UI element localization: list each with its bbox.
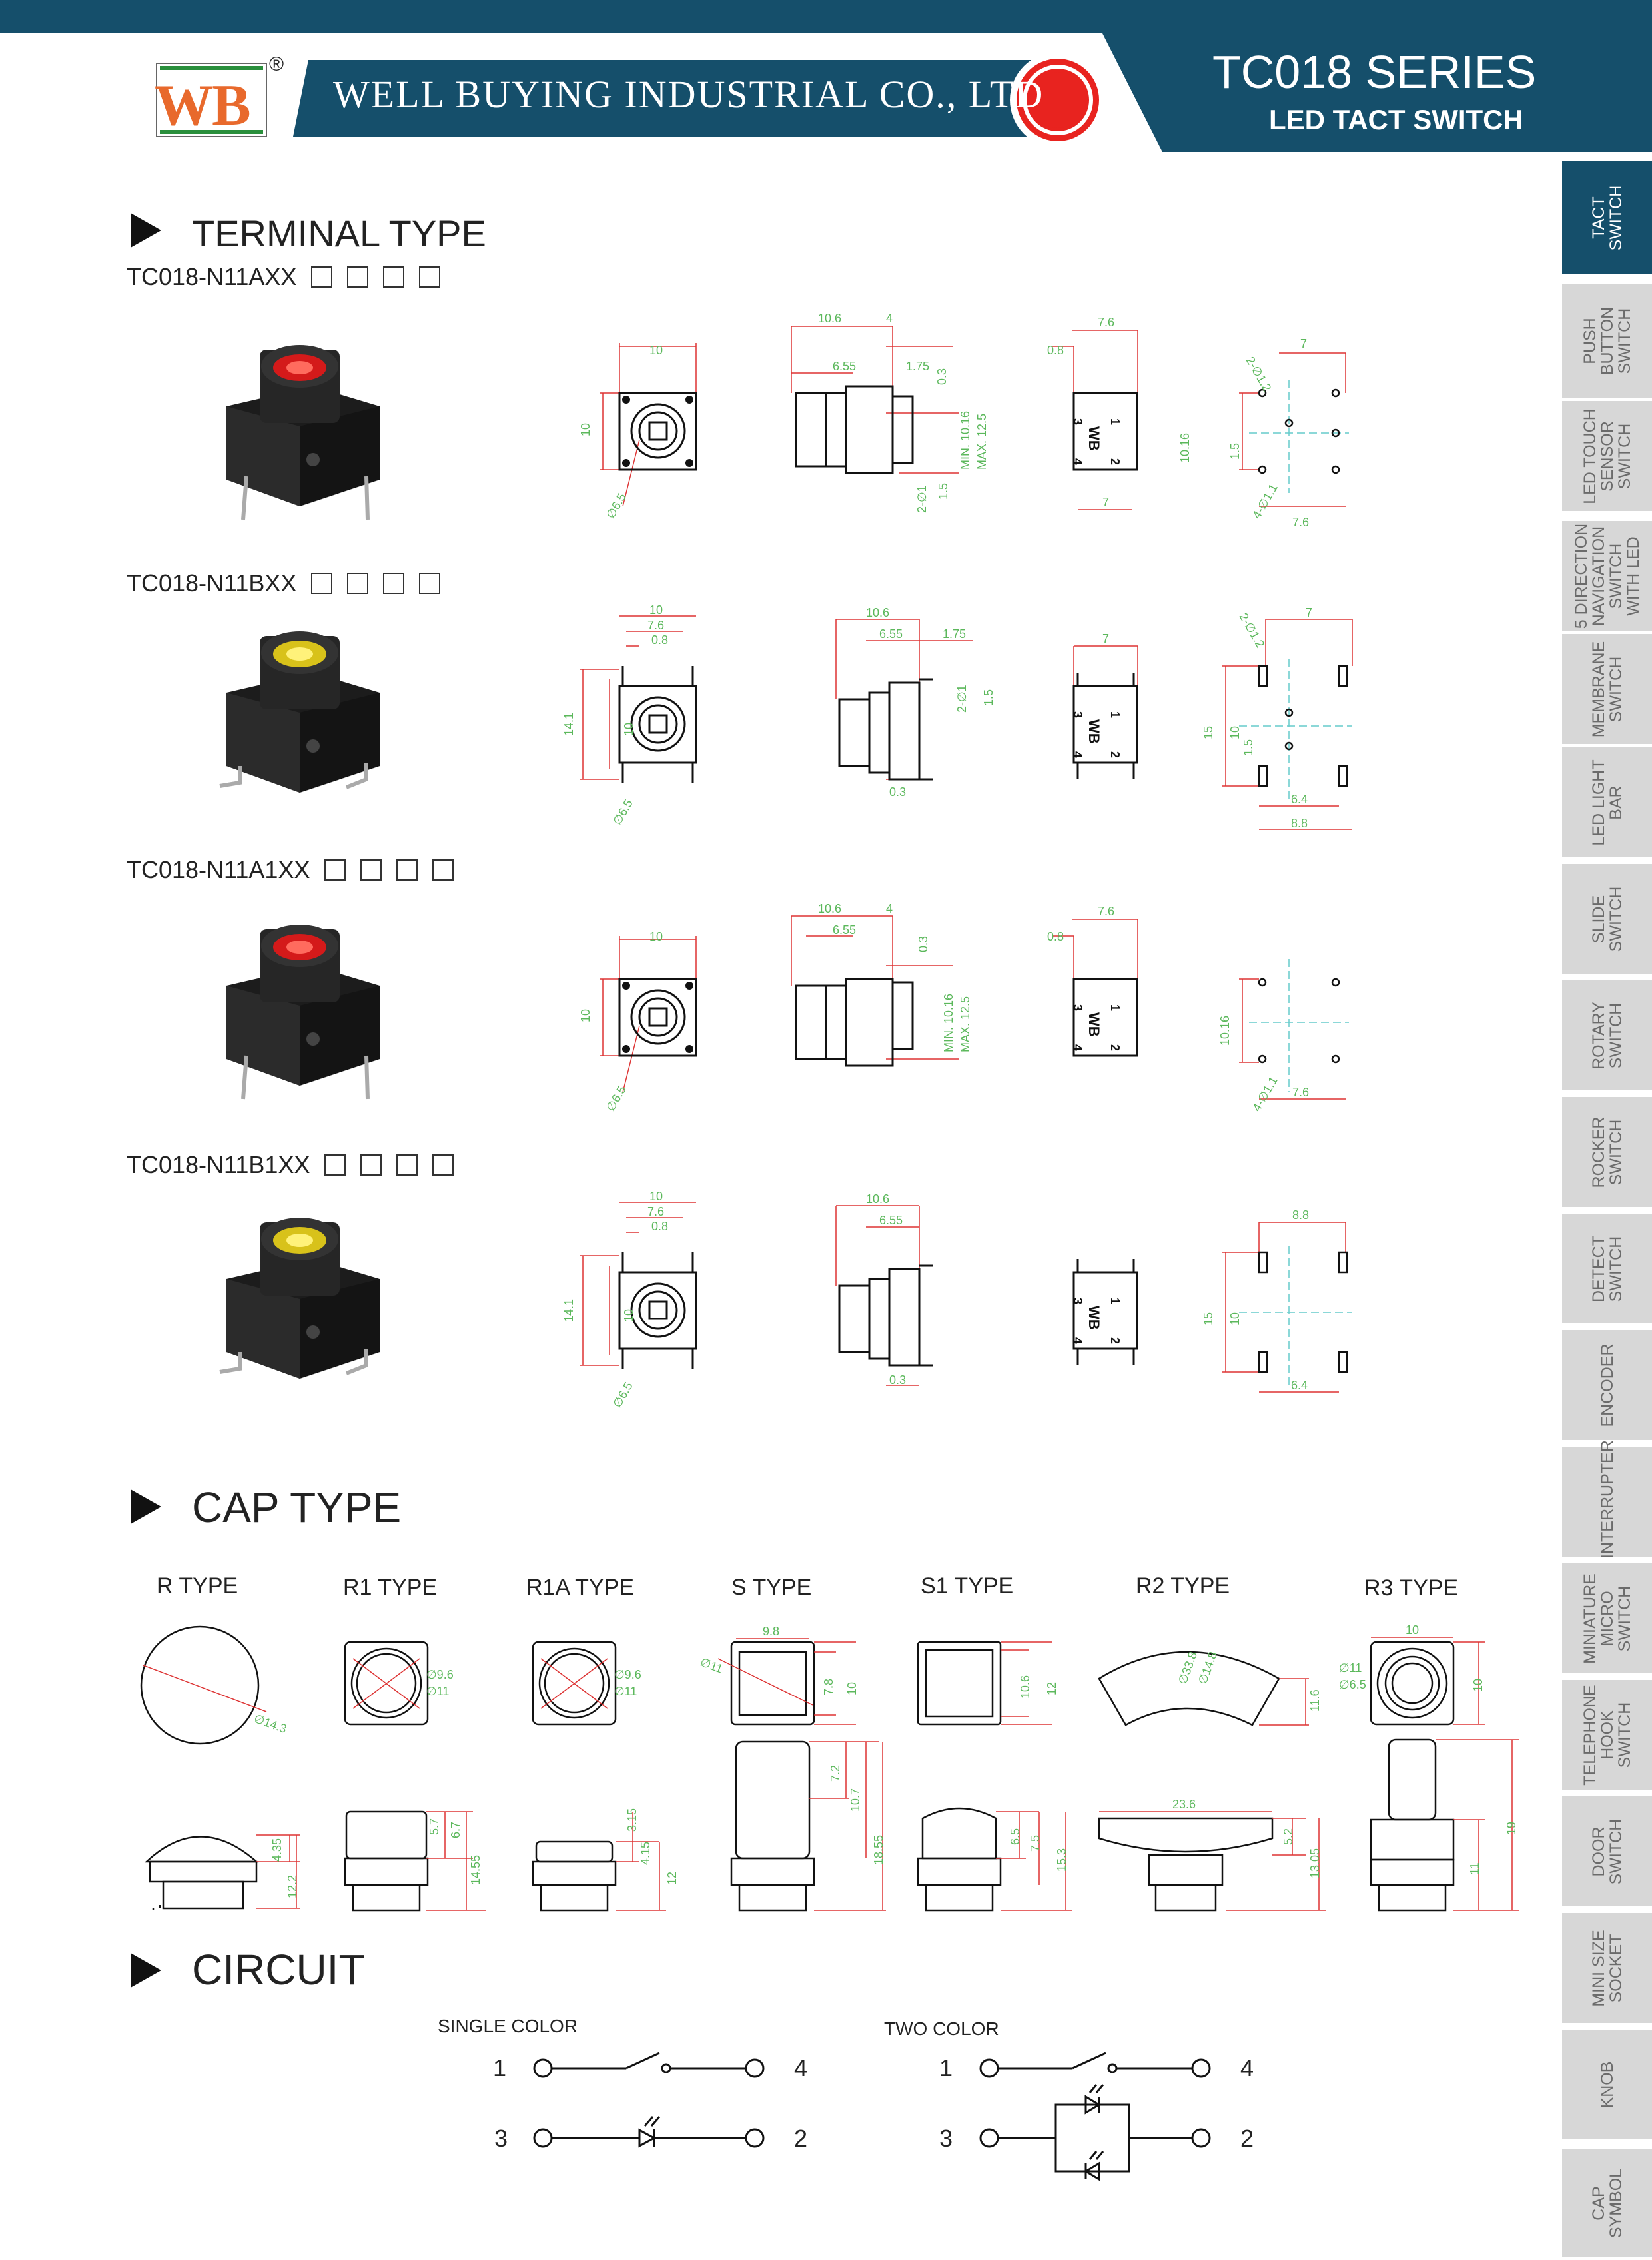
drawing-row-n11b1xx: [562, 1190, 1452, 1419]
sidebar-tab-label: MINI SIZE SOCKET: [1589, 1929, 1625, 2007]
svg-text:∅6.5: ∅6.5: [610, 1379, 635, 1410]
product-photo-n11b1xx: [213, 1199, 400, 1399]
sidebar-tab[interactable]: [1562, 979, 1652, 1090]
svg-text:10: 10: [649, 603, 663, 617]
svg-text:7: 7: [1102, 496, 1110, 509]
sidebar-tab-label: DOOR SWITCH: [1589, 1818, 1625, 1884]
sidebar-tab[interactable]: [1562, 520, 1652, 631]
svg-text:15: 15: [1202, 725, 1215, 739]
svg-text:10.6: 10.6: [818, 312, 842, 325]
svg-text:6.55: 6.55: [879, 1214, 903, 1227]
cap-type-label: R TYPE: [157, 1573, 238, 1599]
svg-text:6.7: 6.7: [449, 1821, 462, 1838]
svg-text:6.4: 6.4: [1291, 793, 1308, 806]
svg-text:1.75: 1.75: [906, 360, 930, 373]
svg-text:1: 1: [1108, 1004, 1122, 1012]
svg-text:10.6: 10.6: [818, 902, 842, 915]
series-subtitle: LED TACT SWITCH: [1269, 104, 1523, 135]
product-photo-n11bxx: [213, 613, 400, 813]
svg-text:13.05: 13.05: [1308, 1848, 1322, 1878]
svg-text:4.35: 4.35: [270, 1838, 284, 1862]
sidebar-tab-label: INTERRUPTER: [1597, 1439, 1617, 1559]
svg-text:11.6: 11.6: [1308, 1689, 1322, 1712]
sidebar-tab-label: PUSH BUTTON SWITCH: [1580, 306, 1634, 376]
svg-text:6.55: 6.55: [879, 627, 903, 641]
svg-text:∅11: ∅11: [1339, 1661, 1362, 1675]
svg-text:∅14.8: ∅14.8: [1195, 1649, 1220, 1687]
svg-text:MAX. 12.5: MAX. 12.5: [975, 413, 989, 470]
model-code-2: TC018-N11BXX: [127, 569, 440, 597]
sidebar-tab[interactable]: [1562, 160, 1652, 274]
svg-text:∅9.6: ∅9.6: [426, 1668, 454, 1681]
svg-text:MIN. 10.16: MIN. 10.16: [942, 993, 955, 1052]
svg-text:7.6: 7.6: [1292, 516, 1310, 529]
svg-text:10: 10: [579, 1008, 592, 1022]
sidebar-tab[interactable]: [1562, 863, 1652, 974]
svg-text:10.16: 10.16: [1218, 1015, 1232, 1046]
svg-text:12: 12: [665, 1871, 679, 1885]
sidebar-tab[interactable]: [1562, 1679, 1652, 1790]
svg-text:3: 3: [1071, 1004, 1084, 1012]
svg-text:0.8: 0.8: [1047, 930, 1064, 943]
svg-text:0.3: 0.3: [889, 1373, 907, 1387]
svg-text:0.8: 0.8: [1047, 344, 1064, 357]
svg-text:10: 10: [649, 930, 663, 943]
sidebar-tab-label: ROTARY SWITCH: [1589, 1001, 1625, 1070]
svg-text:2-∅1.2: 2-∅1.2: [1243, 354, 1274, 394]
svg-text:∅11: ∅11: [614, 1685, 637, 1698]
model-code-3: TC018-N11A1XX: [127, 856, 454, 884]
sidebar-tab[interactable]: [1562, 1096, 1652, 1207]
pin-label: 3: [939, 2125, 953, 2152]
sidebar-tab[interactable]: [1562, 1329, 1652, 1440]
sidebar-tab[interactable]: [1562, 1912, 1652, 2023]
sidebar-tab[interactable]: [1562, 2028, 1652, 2139]
sidebar-tab-label: 5 DIRECTION NAVIGATION SWITCH WITH LED: [1571, 523, 1643, 629]
svg-text:10: 10: [1471, 1678, 1485, 1692]
svg-text:WB: WB: [1086, 426, 1102, 451]
sidebar-tab-label: KNOB: [1597, 2061, 1617, 2108]
svg-text:9.8: 9.8: [763, 1625, 780, 1638]
svg-text:10: 10: [1228, 725, 1242, 739]
cap-type-label: R1 TYPE: [343, 1575, 438, 1600]
company-name: WELL BUYING INDUSTRIAL CO., LTD: [333, 73, 1044, 116]
svg-text:1.75: 1.75: [943, 627, 967, 641]
sidebar-tab[interactable]: [1562, 400, 1652, 511]
svg-text:∅33.8: ∅33.8: [1175, 1649, 1200, 1687]
svg-text:7: 7: [1102, 632, 1110, 645]
svg-text:10.6: 10.6: [1019, 1675, 1032, 1698]
svg-text:5.7: 5.7: [428, 1818, 441, 1835]
registered-mark: ®: [269, 53, 284, 75]
svg-text:3: 3: [1071, 1298, 1084, 1305]
svg-text:7.6: 7.6: [1098, 316, 1115, 329]
svg-text:3: 3: [1071, 711, 1084, 719]
svg-text:7.6: 7.6: [1292, 1086, 1310, 1099]
pin-label: 2: [1240, 2125, 1254, 2152]
svg-text:15: 15: [1202, 1312, 1215, 1325]
pin-label: 3: [494, 2125, 508, 2152]
svg-text:12.2: 12.2: [286, 1874, 299, 1898]
svg-text:0.3: 0.3: [889, 785, 907, 799]
svg-text:3: 3: [1071, 418, 1084, 426]
sidebar-tab[interactable]: [1562, 1562, 1652, 1673]
pin-label: 1: [939, 2054, 953, 2081]
svg-text:7: 7: [1300, 337, 1308, 350]
svg-text:2-∅1: 2-∅1: [915, 485, 929, 513]
svg-text:4: 4: [1071, 751, 1084, 759]
cap-type-label: S1 TYPE: [921, 1573, 1014, 1599]
svg-text:10.6: 10.6: [866, 606, 890, 619]
cap-type-label: R3 TYPE: [1364, 1575, 1459, 1601]
pin-label: 4: [1240, 2054, 1254, 2081]
svg-text:14.55: 14.55: [469, 1854, 482, 1885]
svg-text:10: 10: [649, 344, 663, 357]
svg-text:23.6: 23.6: [1172, 1798, 1196, 1811]
sidebar-tab-label: LED LIGHT BAR: [1589, 759, 1625, 846]
company-logo: WB: [155, 73, 250, 138]
pin-label: 4: [794, 2054, 808, 2081]
svg-text:19: 19: [1505, 1821, 1518, 1835]
svg-text:7.6: 7.6: [647, 1205, 665, 1218]
svg-text:2: 2: [1108, 751, 1122, 759]
section-title-terminal: TERMINAL TYPE: [192, 212, 486, 254]
svg-text:11: 11: [1468, 1862, 1481, 1875]
svg-text:8.8: 8.8: [1291, 817, 1308, 830]
svg-text:0.3: 0.3: [917, 935, 930, 952]
section-title-cap: CAP TYPE: [192, 1483, 402, 1531]
svg-text:2: 2: [1108, 458, 1122, 466]
svg-text:∅9.6: ∅9.6: [614, 1668, 641, 1681]
svg-text:10: 10: [1228, 1312, 1242, 1325]
drawing-row-n11bxx: [562, 603, 1452, 846]
svg-text:4: 4: [886, 902, 893, 915]
svg-text:14.1: 14.1: [562, 712, 576, 736]
svg-text:1.5: 1.5: [1228, 442, 1242, 460]
svg-text:12: 12: [1045, 1681, 1058, 1695]
svg-text:3.15: 3.15: [625, 1808, 639, 1832]
svg-text:10: 10: [622, 722, 635, 736]
sidebar-tab[interactable]: [1562, 1212, 1652, 1323]
svg-text:WB: WB: [1086, 1012, 1102, 1037]
sidebar-tab-label: MEMBRANE SWITCH: [1589, 641, 1625, 737]
pin-label: 1: [493, 2054, 507, 2081]
cap-type-label: S TYPE: [731, 1575, 812, 1600]
svg-text:0.8: 0.8: [651, 633, 669, 647]
svg-text:6.4: 6.4: [1291, 1379, 1308, 1392]
svg-text:0.3: 0.3: [935, 368, 949, 385]
model-code-4: TC018-N11B1XX: [127, 1151, 454, 1179]
cap-type-label: R2 TYPE: [1136, 1573, 1230, 1599]
svg-text:WB: WB: [1086, 1306, 1102, 1330]
sidebar-tab-label: LED TOUCH SENSOR SWITCH: [1580, 408, 1634, 504]
cap-drawings: [133, 1612, 1519, 1918]
svg-text:MAX. 12.5: MAX. 12.5: [959, 996, 972, 1052]
svg-text:7.6: 7.6: [1098, 905, 1115, 918]
svg-text:WB: WB: [1086, 719, 1102, 744]
drawing-row-n11a1xx: [573, 899, 1452, 1139]
svg-text:1.5: 1.5: [1242, 739, 1255, 756]
svg-text:∅11: ∅11: [426, 1685, 450, 1698]
svg-text:10.16: 10.16: [1178, 432, 1192, 463]
svg-text:4: 4: [1071, 1337, 1084, 1345]
svg-text:7.2: 7.2: [829, 1764, 842, 1782]
svg-text:∅6.5: ∅6.5: [604, 1083, 629, 1114]
svg-text:∅6.5: ∅6.5: [1339, 1678, 1366, 1691]
svg-text:1: 1: [1108, 418, 1122, 426]
product-photo-n11a1xx: [213, 906, 400, 1106]
svg-text:1.5: 1.5: [982, 689, 995, 706]
sidebar-tab-label: SLIDE SWITCH: [1589, 886, 1625, 952]
svg-text:10: 10: [845, 1681, 859, 1695]
sidebar-tab-label: CAP SYMBOL: [1589, 2168, 1625, 2239]
svg-text:1: 1: [1108, 1298, 1122, 1305]
svg-text:4: 4: [1071, 458, 1084, 466]
svg-text:4-∅1.1: 4-∅1.1: [1250, 1074, 1280, 1114]
section-arrow-icon: [131, 213, 161, 248]
svg-text:0.8: 0.8: [651, 1220, 669, 1233]
svg-text:2-∅1: 2-∅1: [955, 685, 969, 713]
sidebar-tab-label: TACT SWITCH: [1589, 185, 1625, 251]
svg-text:2-∅1.2: 2-∅1.2: [1236, 611, 1268, 651]
svg-text:1.5: 1.5: [937, 482, 950, 500]
svg-text:10: 10: [622, 1308, 635, 1322]
svg-text:∅6.5: ∅6.5: [610, 797, 635, 827]
sidebar-tab-label: MINIATURE MICRO SWITCH: [1580, 1573, 1634, 1664]
section-arrow-icon: [131, 1953, 161, 1988]
svg-text:5.2: 5.2: [1282, 1828, 1295, 1845]
sidebar-tab-label: DETECT SWITCH: [1589, 1235, 1625, 1302]
sidebar-tab-label: ROCKER SWITCH: [1589, 1116, 1625, 1188]
svg-text:∅6.5: ∅6.5: [604, 490, 629, 521]
sidebar-tab-label: TELEPHONE HOOK SWITCH: [1580, 1684, 1634, 1786]
svg-text:6.55: 6.55: [833, 360, 857, 373]
circuit-label-two: TWO COLOR: [884, 2018, 999, 2039]
drawing-row-n11axx: [573, 306, 1452, 546]
product-photo-n11axx: [213, 326, 400, 526]
svg-text:7.6: 7.6: [647, 619, 665, 632]
svg-text:10: 10: [649, 1190, 663, 1203]
model-code-1: TC018-N11AXX: [127, 263, 440, 291]
svg-text:18.55: 18.55: [872, 1834, 885, 1865]
svg-text:2: 2: [1108, 1044, 1122, 1052]
svg-text:10.7: 10.7: [849, 1788, 862, 1812]
svg-text:6.55: 6.55: [833, 923, 857, 937]
svg-text:4: 4: [886, 312, 893, 325]
sidebar-tab[interactable]: [1562, 746, 1652, 857]
svg-text:∅14.3: ∅14.3: [252, 1711, 289, 1736]
sidebar-tab[interactable]: [1562, 283, 1652, 398]
cap-type-label: R1A TYPE: [526, 1575, 634, 1600]
svg-text:2: 2: [1108, 1337, 1122, 1345]
svg-text:4-∅1.1: 4-∅1.1: [1250, 481, 1280, 521]
sidebar-tab-label: ENCODER: [1597, 1343, 1617, 1427]
circuit-label-single: SINGLE COLOR: [438, 2016, 578, 2036]
section-title-circuit: CIRCUIT: [192, 1946, 365, 1994]
svg-text:1: 1: [1108, 711, 1122, 719]
sidebar-tab[interactable]: [1562, 633, 1652, 744]
sidebar-tab[interactable]: [1562, 1439, 1652, 1559]
section-arrow-icon: [131, 1489, 161, 1524]
svg-text:MIN. 10.16: MIN. 10.16: [959, 410, 972, 470]
svg-text:10: 10: [579, 422, 592, 436]
sidebar-tab[interactable]: [1562, 2148, 1652, 2257]
svg-text:15.3: 15.3: [1055, 1848, 1068, 1872]
svg-text:4: 4: [1071, 1044, 1084, 1052]
svg-text:7.5: 7.5: [1029, 1834, 1042, 1852]
svg-text:7: 7: [1306, 606, 1313, 619]
svg-text:7.8: 7.8: [822, 1678, 835, 1695]
svg-text:6.5: 6.5: [1009, 1828, 1022, 1845]
svg-text:∅11: ∅11: [698, 1655, 725, 1676]
svg-text:10.6: 10.6: [866, 1192, 890, 1206]
circuit-single-color: [520, 2038, 786, 2171]
svg-text:14.1: 14.1: [562, 1298, 576, 1322]
sidebar-tab[interactable]: [1562, 1795, 1652, 1906]
svg-text:4.15: 4.15: [639, 1841, 652, 1865]
svg-text:8.8: 8.8: [1292, 1208, 1310, 1222]
pin-label: 2: [794, 2125, 808, 2152]
series-title: TC018 SERIES: [1212, 46, 1537, 98]
svg-text:10: 10: [1406, 1623, 1420, 1637]
circuit-two-color: [966, 2038, 1232, 2185]
